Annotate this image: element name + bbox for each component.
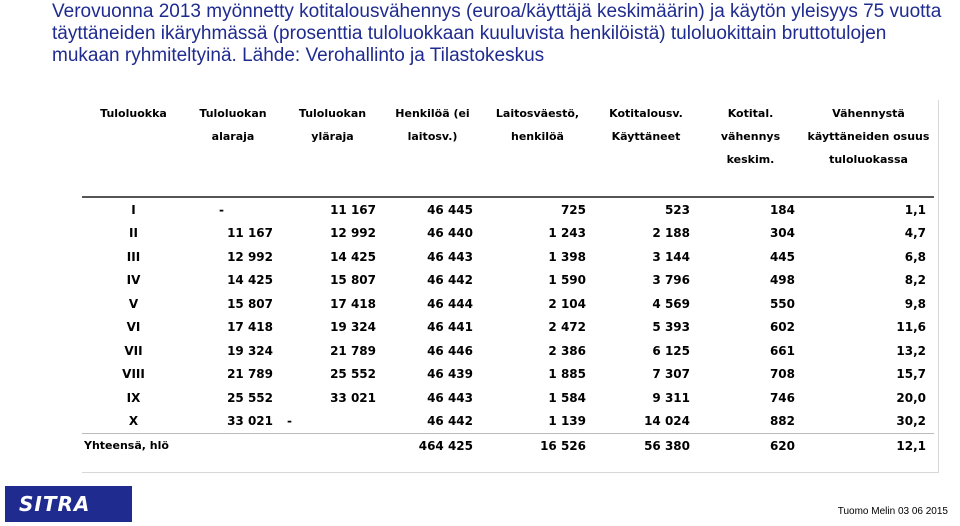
persons-cell: 46 444 (427, 296, 473, 311)
total-institutional-cell: 16 526 (481, 434, 594, 458)
users-cell: 14 024 (644, 414, 690, 429)
lower-limit-cell: 11 167 (227, 226, 273, 241)
income-class-cell: III (126, 249, 141, 264)
share-cell: 11,6 (896, 320, 926, 335)
income-class-cell: I (131, 202, 136, 217)
upper-limit-cell: 17 418 (330, 296, 376, 311)
institutional-cell: 2 472 (548, 320, 586, 335)
column-header: Kotitalousv. Käyttäneet (594, 100, 698, 197)
table-row (82, 269, 934, 293)
institutional-cell: 2 386 (548, 343, 586, 358)
share-cell: 20,0 (896, 390, 926, 405)
persons-cell: 46 445 (427, 202, 473, 217)
lower-limit-cell: 21 789 (227, 367, 273, 382)
users-cell: 3 796 (652, 273, 690, 288)
table-row (82, 410, 934, 434)
users-cell: 523 (664, 202, 690, 217)
institutional-cell: 725 (560, 202, 586, 217)
total-users-cell: 56 380 (594, 434, 698, 458)
table-row (82, 339, 934, 363)
slide-title: Verovuonna 2013 myönnetty kotitalousvähennys (euroa/käyttäjä keskimäärin) ja käytön yleisyys 75 vuotta täyttäneiden ikäryhmässä (prosenttia tuloluokkaan kuuluvista henkilöistä) tuloluokittain bruttotulojen mukaan ryhmiteltyinä. Lähde: Verohallinto ja Tilastokeskus (52, 1, 942, 66)
upper-limit-cell: 11 167 (330, 202, 376, 217)
lower-limit-cell: 17 418 (227, 320, 273, 335)
upper-limit-cell: 19 324 (330, 320, 376, 335)
avg-deduction-cell: 184 (769, 202, 795, 217)
lower-limit-cell: 15 807 (227, 296, 273, 311)
upper-limit-cell: 14 425 (330, 249, 376, 264)
column-header: Tuloluokka (82, 100, 185, 197)
upper-limit-cell: 21 789 (330, 343, 376, 358)
avg-deduction-cell: 746 (769, 390, 795, 405)
lower-limit-cell: 12 992 (227, 249, 273, 264)
share-cell: 4,7 (904, 226, 926, 241)
total-row (82, 434, 934, 458)
users-cell: 5 393 (652, 320, 690, 335)
column-header: Tuloluokan yläraja (281, 100, 384, 197)
persons-cell: 46 439 (427, 367, 473, 382)
lower-limit-cell: 14 425 (227, 273, 273, 288)
column-header: Henkilöä (ei laitosv.) (384, 100, 481, 197)
column-header: Vähennystä käyttäneiden osuus tuloluokassa (803, 100, 934, 197)
avg-deduction-cell: 550 (769, 296, 795, 311)
table-row (82, 292, 934, 316)
income-class-cell: VII (124, 343, 143, 358)
users-cell: 4 569 (652, 296, 690, 311)
table-row (82, 316, 934, 340)
avg-deduction-cell: 661 (769, 343, 795, 358)
share-cell: 9,8 (904, 296, 926, 311)
upper-limit-cell: 33 021 (330, 390, 376, 405)
users-cell: 2 188 (652, 226, 690, 241)
income-class-table-container (82, 100, 939, 473)
institutional-cell: 1 398 (548, 249, 586, 264)
lower-limit-cell: 33 021 (227, 414, 273, 429)
table-row (82, 245, 934, 269)
institutional-cell: 1 139 (548, 414, 586, 429)
persons-cell: 46 442 (427, 414, 473, 429)
users-cell: 3 144 (652, 249, 690, 264)
persons-cell: 46 442 (427, 273, 473, 288)
sitra-logo (5, 486, 132, 522)
share-cell: 30,2 (896, 414, 926, 429)
column-header: Tuloluokan alaraja (185, 100, 281, 197)
users-cell: 6 125 (652, 343, 690, 358)
persons-cell: 46 446 (427, 343, 473, 358)
total-lower-cell (185, 434, 281, 458)
total-upper-cell (281, 434, 384, 458)
avg-deduction-cell: 708 (769, 367, 795, 382)
table-row (82, 363, 934, 387)
upper-limit-cell: 12 992 (330, 226, 376, 241)
institutional-cell: 2 104 (548, 296, 586, 311)
persons-cell: 46 443 (427, 390, 473, 405)
income-class-table (82, 100, 934, 458)
total-avg-deduction-cell: 620 (698, 434, 803, 458)
share-cell: 15,7 (896, 367, 926, 382)
lower-limit-cell: 19 324 (227, 343, 273, 358)
institutional-cell: 1 584 (548, 390, 586, 405)
institutional-cell: 1 243 (548, 226, 586, 241)
table-row (82, 197, 934, 222)
institutional-cell: 1 885 (548, 367, 586, 382)
table-row (82, 222, 934, 246)
upper-limit-cell: 25 552 (330, 367, 376, 382)
footer-author-date: Tuomo Melin 03 06 2015 (837, 506, 948, 517)
share-cell: 1,1 (904, 202, 926, 217)
total-share-cell: 12,1 (803, 434, 934, 458)
income-class-cell: X (128, 414, 139, 429)
avg-deduction-cell: 882 (769, 414, 795, 429)
upper-limit-cell: - (287, 414, 292, 429)
persons-cell: 46 441 (427, 320, 473, 335)
upper-limit-cell: 15 807 (330, 273, 376, 288)
total-persons-cell: 464 425 (384, 434, 481, 458)
users-cell: 7 307 (652, 367, 690, 382)
column-header: Laitosväestö, henkilöä (481, 100, 594, 197)
table-header-row (82, 100, 934, 197)
income-class-cell: IX (126, 390, 141, 405)
institutional-cell: 1 590 (548, 273, 586, 288)
persons-cell: 46 443 (427, 249, 473, 264)
persons-cell: 46 440 (427, 226, 473, 241)
avg-deduction-cell: 602 (769, 320, 795, 335)
logo-wordmark: SITRA (19, 492, 91, 516)
share-cell: 8,2 (904, 273, 926, 288)
income-class-cell: IV (126, 273, 141, 288)
total-label-cell: Yhteensä, hlö (82, 434, 185, 458)
income-class-cell: V (128, 296, 139, 311)
lower-limit-cell: 25 552 (227, 390, 273, 405)
income-class-cell: VI (126, 320, 141, 335)
share-cell: 6,8 (904, 249, 926, 264)
lower-limit-cell: - (219, 202, 224, 217)
avg-deduction-cell: 498 (769, 273, 795, 288)
avg-deduction-cell: 304 (769, 226, 795, 241)
table-row (82, 386, 934, 410)
users-cell: 9 311 (652, 390, 690, 405)
income-class-cell: II (129, 226, 138, 241)
share-cell: 13,2 (896, 343, 926, 358)
avg-deduction-cell: 445 (769, 249, 795, 264)
income-class-cell: VIII (122, 367, 145, 382)
column-header: Kotital. vähennys keskim. (698, 100, 803, 197)
